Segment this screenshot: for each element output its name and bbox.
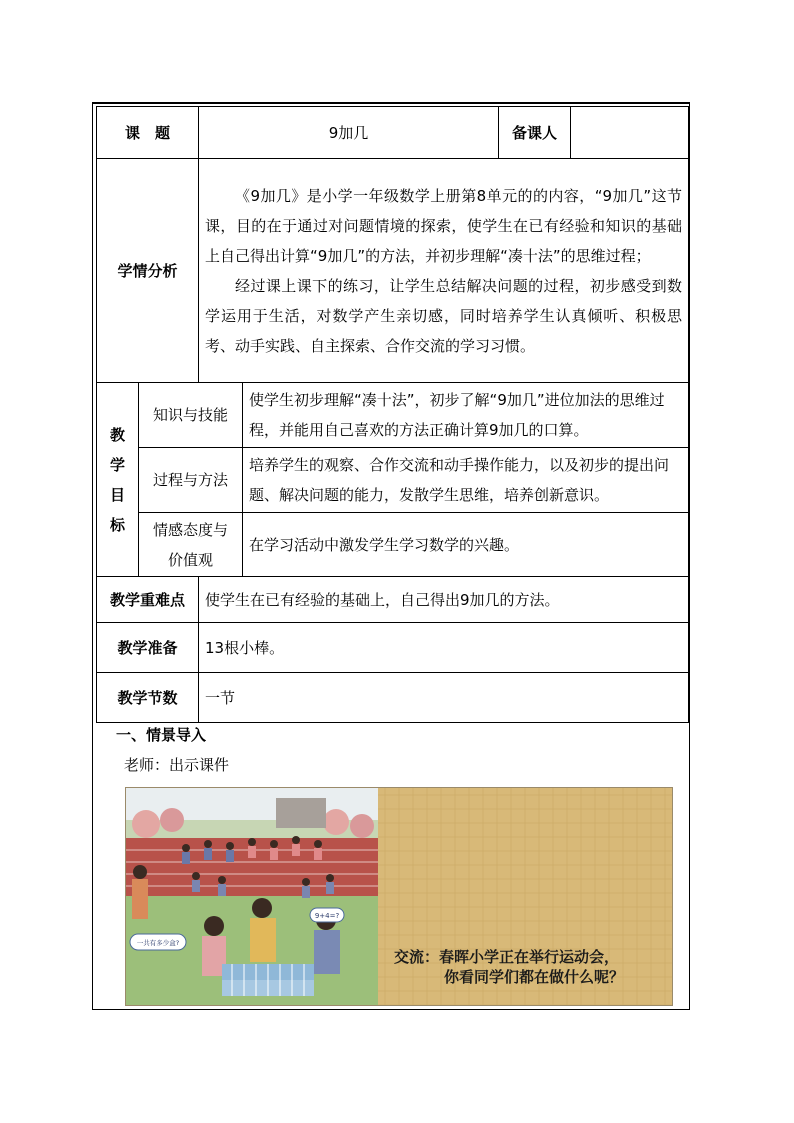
tree-blossom xyxy=(132,810,160,838)
analysis-label: 学情分析 xyxy=(97,159,199,383)
illustration-svg xyxy=(126,788,673,1006)
goals-label-char: 学 xyxy=(109,455,125,474)
building xyxy=(276,798,326,828)
teacher-line: 老师：出示课件 xyxy=(124,756,230,774)
row-period xyxy=(97,673,689,723)
goal-label-attitude: 情感态度与价值观 xyxy=(139,513,243,577)
section-heading: 一、情景导入 xyxy=(116,726,207,744)
preparer-label: 备课人 xyxy=(499,107,571,159)
keypoint-label: 教学重难点 xyxy=(97,577,199,623)
milk-boxes xyxy=(222,964,314,996)
tree-blossom xyxy=(350,814,374,838)
goal-label-process: 过程与方法 xyxy=(139,448,243,513)
goal-label-knowledge: 知识与技能 xyxy=(139,383,243,448)
lesson-plan-table xyxy=(96,106,689,723)
caption-line-1: 交流：春晖小学正在举行运动会， xyxy=(394,948,620,966)
period-label: 教学节数 xyxy=(97,673,199,723)
topic-label: 课 题 xyxy=(97,107,199,159)
row-topic xyxy=(97,107,689,159)
bubble-left-text: 一共有多少盒? xyxy=(136,939,180,947)
caption-line-2: 你看同学们都在做什么呢？ xyxy=(444,968,625,986)
period-value: 一节 xyxy=(199,673,689,723)
goal-text-attitude: 在学习活动中激发学生学习数学的兴趣。 xyxy=(243,513,689,577)
keypoint-value: 使学生在已有经验的基础上，自己得出9加几的方法。 xyxy=(199,577,689,623)
goals-label xyxy=(97,383,139,577)
goals-label-char: 目 xyxy=(109,485,125,504)
preparation-value: 13根小棒。 xyxy=(199,623,689,673)
topic-value: 9加几 xyxy=(199,107,499,159)
row-preparation xyxy=(97,623,689,673)
goal-text-process: 培养学生的观察、合作交流和动手操作能力，以及初步的提出问题、解决问题的能力，发散学生思维，培养创新意识。 xyxy=(243,448,689,513)
row-analysis xyxy=(97,159,689,383)
row-goal-attitude xyxy=(97,513,689,577)
analysis-paragraph-1: 《9加几》是小学一年级数学上册第8单元的的内容，“9加几”这节课，目的在于通过对问题情境的探索，使学生在已有经验和知识的基础上自己得出计算“9加几”的方法，并初步理解“凑十法”的思维过程； xyxy=(205,186,683,265)
bubble-right-text: 9+4=? xyxy=(314,912,340,920)
preparation-label: 教学准备 xyxy=(97,623,199,673)
row-keypoint xyxy=(97,577,689,623)
courseware-illustration xyxy=(125,787,673,1006)
goal-text-knowledge: 使学生初步理解“凑十法”，初步了解“9加几”进位加法的思维过程，并能用自己喜欢的方法正确计算9加几的口算。 xyxy=(243,383,689,448)
speech-bubble-left xyxy=(130,934,186,950)
tree-blossom xyxy=(323,809,349,835)
speech-bubble-right xyxy=(310,908,344,922)
analysis-content xyxy=(199,159,689,383)
row-goal-process xyxy=(97,448,689,513)
goals-label-char: 教 xyxy=(109,425,125,444)
tree-blossom xyxy=(160,808,184,832)
preparer-value xyxy=(571,107,689,159)
analysis-paragraph-2: 经过课上课下的练习，让学生总结解决问题的过程，初步感受到数学运用于生活，对数学产生亲切感，同时培养学生认真倾听、积极思考、动手实践、自主探索、合作交流的学习习惯。 xyxy=(205,276,683,355)
row-goal-knowledge xyxy=(97,383,689,448)
goals-label-char: 标 xyxy=(109,515,125,534)
